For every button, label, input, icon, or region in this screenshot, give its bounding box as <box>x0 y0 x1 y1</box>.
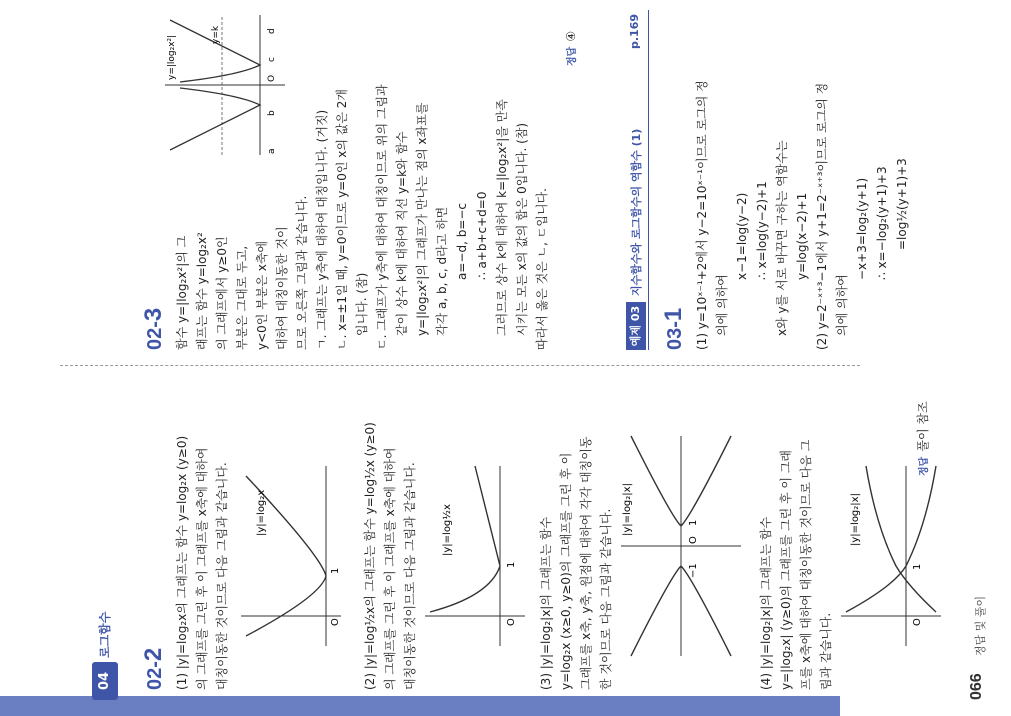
answer-value: ④ <box>564 30 578 42</box>
svg-text:b: b <box>267 110 277 116</box>
footer-label: 정답 및 풀이 <box>974 595 987 656</box>
chapter-sidebar-bar <box>0 696 840 716</box>
answer-line-right <box>560 31 579 66</box>
svg-text:O: O <box>688 536 699 544</box>
svg-text:d: d <box>267 28 277 34</box>
page-number: 066 <box>968 673 985 700</box>
example-title: 지수함수와 로그함수의 역함수 (1) <box>630 128 643 296</box>
graph-item3 <box>616 426 746 666</box>
graph-item2 <box>420 456 530 656</box>
graph-item3-label: |y|=log₂|x| <box>622 483 633 536</box>
svg-text:O: O <box>267 74 277 82</box>
origin-label: O <box>330 618 341 626</box>
column-divider <box>60 364 860 366</box>
svg-text:1: 1 <box>330 567 341 574</box>
svg-text:c: c <box>267 57 277 62</box>
graph-02-3-k-label: y=k <box>211 25 221 44</box>
example-badge: 예제 03 <box>626 302 646 350</box>
answer-line-left <box>912 401 931 476</box>
section-03-1-body: (1) y=10ˣ⁻¹+2에서 y−2=10ˣ⁻¹이므로 로그의 정 의에 의하여 x−1=log(y−2) ∴ x=log(y−2)+1 x와 y를 서로 바꾸면 구하는 역함수는 y=log(x−2)+1 (2) y=2⁻ˣ⁺³−1에서 y+1=2⁻ˣ⁺³이므로 로그의 정 의에 의하여 −x+3=log₂(y+1) ∴ x=−log₂(y+1)+3 =log½(y+1)+3 <box>695 80 909 350</box>
section-02-3-statements: ㄱ. 그래프는 y축에 대하여 대칭입니다. (거짓) ㄴ. x=±1일 때, y=0이므로 y=0인 x의 값은 2개 입니다. (참) ㄷ. 그래프가 y축에 대하여 대칭이므로 위의 그림과 같이 상수 k에 대하여 직선 y=k와 함수 y=|log₂x²|의 그래프가 만나는 점의 x좌표를 각각 a, b, c, d라고 하면 a=−d, b=−c ∴ a+b+c+d=0 그러므로 상수 k에 대하여 k=|log₂x²|을 만족 시키는 모든 x의 값의 합은 0입니다. (참) 따라서 옳은 것은 ㄴ, ㄷ입니다. <box>315 84 549 350</box>
answer-tag: 정답 <box>919 456 930 476</box>
graph-02-3 <box>160 10 290 160</box>
graph-item1 <box>236 456 346 656</box>
graph-item4 <box>836 456 946 656</box>
svg-text:1: 1 <box>912 563 923 570</box>
svg-text:−1: −1 <box>688 563 699 578</box>
answer-tag-right: 정답 <box>567 46 578 66</box>
graph-item1-label: |y|=log₂x <box>256 489 267 536</box>
chapter-number-badge: 04 <box>92 662 118 700</box>
svg-text:1: 1 <box>688 519 699 526</box>
example-header <box>624 10 649 350</box>
section-03-1-heading: 03-1 <box>660 307 687 350</box>
graph-item2-label: |y|=log½x <box>442 504 453 556</box>
graph-02-3-label: y=|log₂x²| <box>167 34 177 80</box>
section-02-2-heading: 02-2 <box>140 647 167 690</box>
section-02-3-heading: 02-3 <box>140 307 167 350</box>
svg-text:O: O <box>506 618 517 626</box>
item4-text: (4) |y|=log₂|x|의 그래프는 함수 y=|log₂x| (y≥0)의 그래프를 그린 후 이 그래 프를 x축에 대하여 대칭이동한 것이므로 다음 그 림과 같습니다. <box>759 439 833 690</box>
svg-text:1: 1 <box>506 561 517 568</box>
section-02-3-intro: 함수 y=|log₂x²|의 그 래프는 함수 y=log₂x² 의 그래프에서 y≥0인 부분은 그대로 두고, y<0인 부분은 x축에 대하여 대칭이동한 것이 므로 오른쪽 그림과 같습니다. <box>175 195 309 350</box>
svg-text:a: a <box>267 148 277 154</box>
chapter-title: 로그함수 <box>98 611 112 658</box>
item3-text: (3) |y|=log₂|x|의 그래프는 함수 y=log₂x (x≥0, y≥0)의 그래프를 그린 후 이 그래프를 x축, y축, 원점에 대하여 각각 대칭이동 한 것이므로 다음 그림과 같습니다. <box>539 436 613 690</box>
answer-text: 풀이 참조 <box>916 401 930 452</box>
svg-text:O: O <box>912 618 923 626</box>
graph-item4-label: |y|=log₂|x| <box>850 493 861 546</box>
item1-text: (1) |y|=log₂x의 그래프는 함수 y=log₂x (y≥0) 의 그래프를 그린 후 이 그래프를 x축에 대하여 대칭이동한 것이므로 다음 그림과 같습니다. <box>175 435 229 690</box>
example-page-ref: p.169 <box>628 14 641 50</box>
item2-text: (2) |y|=log½x의 그래프는 함수 y=log½x (y≥0) 의 그래프를 그린 후 이 그래프를 x축에 대하여 대칭이동한 것이므로 다음 그림과 같습니다. <box>363 422 417 690</box>
